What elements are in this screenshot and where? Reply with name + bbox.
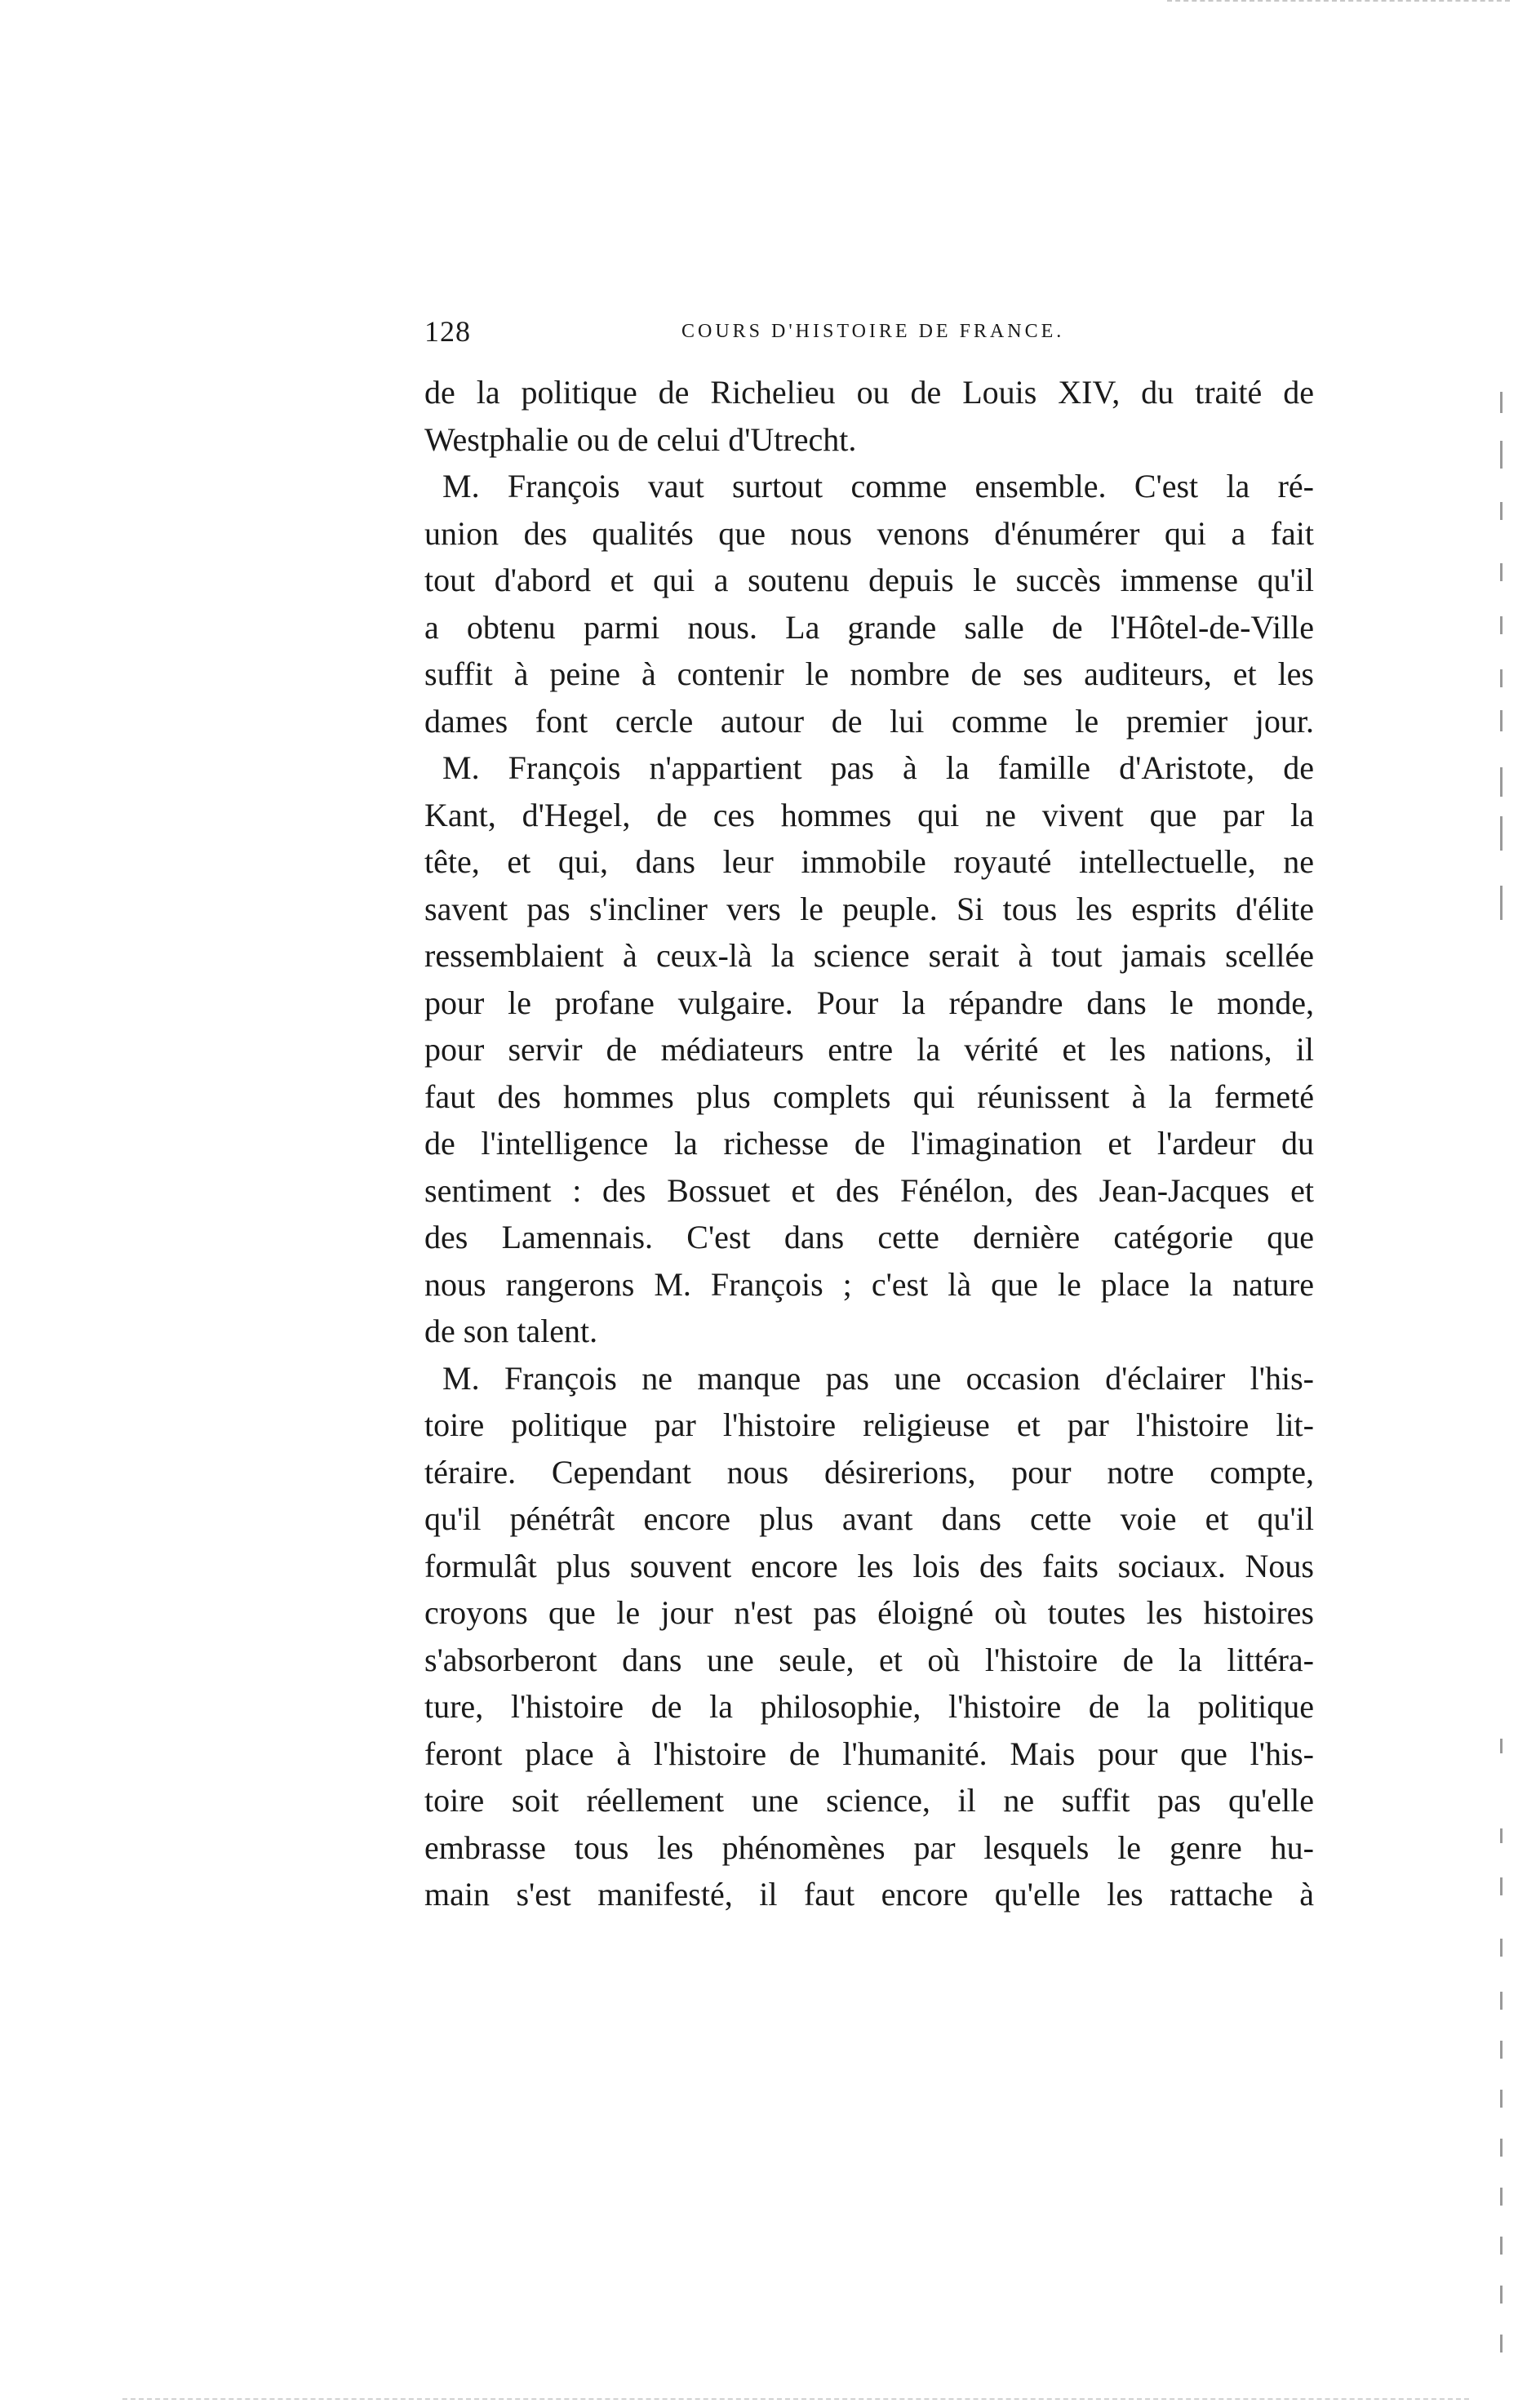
text-line: Westphalie ou de celui d'Utrecht. xyxy=(424,420,857,458)
text-line: faut des hommes plus complets qui réunissent à la fermeté xyxy=(424,1077,1314,1115)
text-line: téraire. Cependant nous désirerions, pour notre compte, xyxy=(424,1453,1314,1491)
scan-edge-mark xyxy=(1500,886,1503,920)
scan-edge-mark xyxy=(1500,502,1503,520)
text-line: ressemblaient à ceux-là la science serait à tout jamais scellée xyxy=(424,937,1314,974)
scan-edge-mark xyxy=(1500,563,1503,581)
page-number: 128 xyxy=(424,315,471,348)
text-line: qu'il pénétrât encore plus avant dans cette voie et qu'il xyxy=(424,1500,1314,1537)
scan-edge-mark xyxy=(1500,2286,1503,2304)
text-line: de l'intelligence la richesse de l'imagination et l'ardeur du xyxy=(424,1125,1314,1162)
scan-edge-mark xyxy=(1500,1939,1503,1957)
text-line: suffit à peine à contenir le nombre de ses auditeurs, et les xyxy=(424,655,1314,692)
text-line: formulât plus souvent encore les lois des faits sociaux. Nous xyxy=(424,1547,1314,1584)
scan-edge-mark xyxy=(1500,669,1503,687)
scan-edge-mark xyxy=(1500,1828,1503,1843)
scan-edge-mark xyxy=(1500,816,1503,851)
text-line: ture, l'histoire de la philosophie, l'histoire de la politique xyxy=(424,1688,1314,1725)
text-line: feront place à l'histoire de l'humanité. Mais pour que l'his- xyxy=(424,1735,1314,1772)
text-line: de son talent. xyxy=(424,1313,598,1349)
text-line: M. François n'appartient pas à la famille d'Aristote, de xyxy=(442,749,1314,786)
scan-edge-mark xyxy=(1500,2139,1503,2157)
scan-edge-mark xyxy=(1500,2041,1503,2059)
scan-edge-mark xyxy=(1500,2335,1503,2352)
text-line: M. François vaut surtout comme ensemble. C'est la ré- xyxy=(442,468,1314,504)
text-line: croyons que le jour n'est pas éloigné où toutes les histoires xyxy=(424,1594,1314,1631)
scan-edge-mark xyxy=(1500,616,1503,634)
text-line: pour le profane vulgaire. Pour la répandre dans le monde, xyxy=(424,984,1314,1021)
text-line: Kant, d'Hegel, de ces hommes qui ne vivent que par la xyxy=(424,796,1314,833)
text-line: de la politique de Richelieu ou de Louis XIV, du traité de xyxy=(424,374,1314,411)
bottom-edge-rule xyxy=(122,2398,1469,2403)
scan-edge-mark xyxy=(1500,441,1503,469)
scan-edge-mark xyxy=(1500,767,1503,797)
text-line: embrasse tous les phénomènes par lesquels le genre hu- xyxy=(424,1828,1314,1866)
scan-edge-mark xyxy=(1500,710,1503,731)
running-title: COURS D'HISTOIRE DE FRANCE. xyxy=(681,321,1065,342)
scan-edge-mark xyxy=(1500,2188,1503,2206)
text-line: tête, et qui, dans leur immobile royauté intellectuelle, ne xyxy=(424,843,1314,880)
scan-edge-mark xyxy=(1500,392,1503,413)
text-line: tout d'abord et qui a soutenu depuis le succès immense qu'il xyxy=(424,562,1314,598)
text-line: toire soit réellement une science, il ne suffit pas qu'elle xyxy=(424,1782,1314,1819)
scan-edge-mark xyxy=(1500,1877,1503,1895)
text-line: pour servir de médiateurs entre la vérité et les nations, il xyxy=(424,1031,1314,1068)
text-line: dames font cercle autour de lui comme le premier jour. xyxy=(424,702,1314,740)
page-header xyxy=(424,314,1314,355)
text-line: savent pas s'incliner vers le peuple. Si tous les esprits d'élite xyxy=(424,890,1314,927)
scan-edge-mark xyxy=(1500,2090,1503,2108)
text-line: M. François ne manque pas une occasion d'éclairer l'his- xyxy=(442,1359,1314,1397)
scan-edge-mark xyxy=(1500,1739,1503,1753)
text-line: sentiment : des Bossuet et des Fénélon, des Jean-Jacques et xyxy=(424,1171,1314,1209)
top-edge-rule xyxy=(1167,0,1510,5)
text-line: main s'est manifesté, il faut encore qu'elle les rattache à xyxy=(424,1876,1314,1913)
body-text xyxy=(424,369,1314,1918)
text-line: a obtenu parmi nous. La grande salle de l'Hôtel-de-Ville xyxy=(424,608,1314,646)
scan-edge-mark xyxy=(1500,1992,1503,2010)
text-line: union des qualités que nous venons d'énumérer qui a fait xyxy=(424,514,1314,552)
text-line: toire politique par l'histoire religieuse et par l'histoire lit- xyxy=(424,1406,1314,1443)
text-line: s'absorberont dans une seule, et où l'histoire de la littéra- xyxy=(424,1641,1314,1678)
text-line: nous rangerons M. François ; c'est là que le place la nature xyxy=(424,1265,1314,1303)
scan-edge-mark xyxy=(1500,2237,1503,2255)
text-line: des Lamennais. C'est dans cette dernière catégorie que xyxy=(424,1219,1314,1255)
